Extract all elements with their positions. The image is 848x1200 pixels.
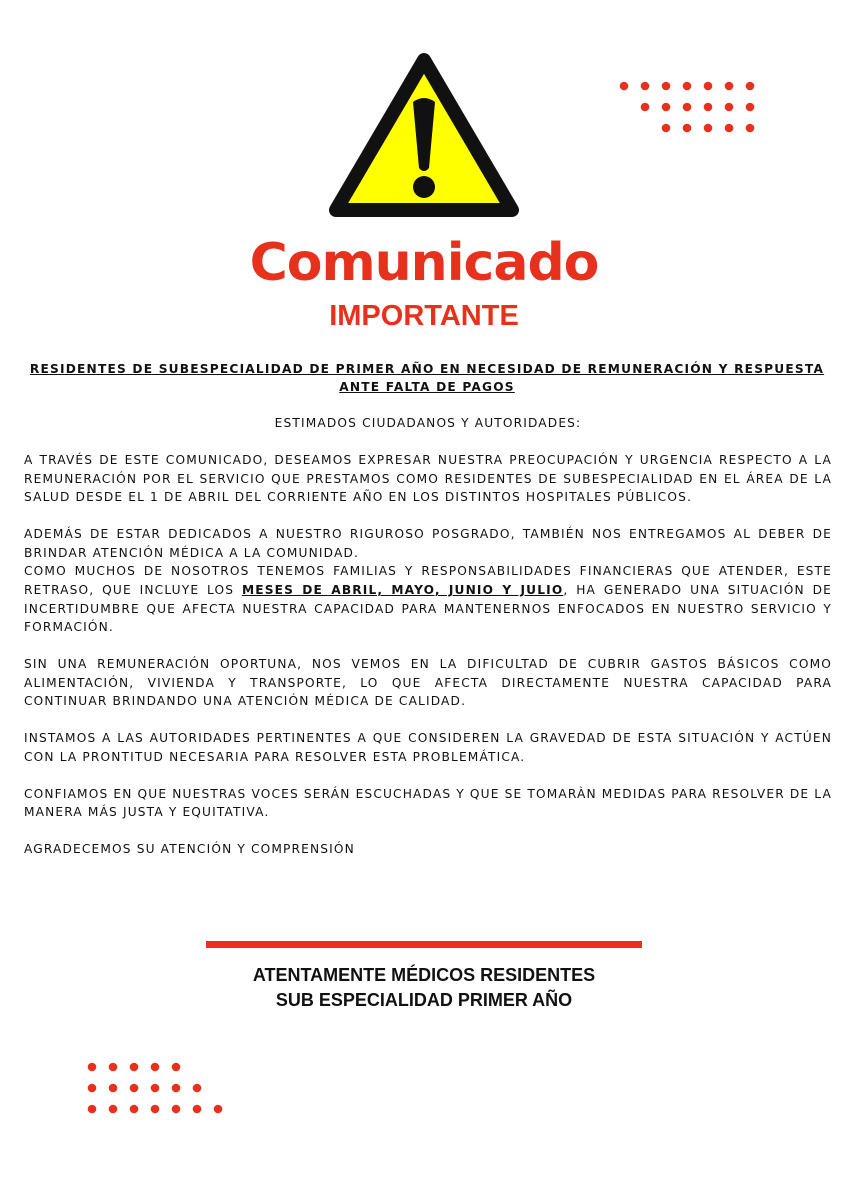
divider xyxy=(206,941,642,948)
signature xyxy=(0,963,848,1013)
paragraph-3-end: , HA GENERADO UNA SITUACIÓN DE INCERTIDUMBRE QUE AFECTA NUESTRA CAPACIDAD PARA MANTENERNOS ENFOCADOS EN NUESTRO SERVICIO Y FORMACIÓN. xyxy=(24,582,832,635)
dot-pattern-bottom-left-svg xyxy=(86,1061,236,1121)
paragraph-3 xyxy=(24,562,832,636)
decorative-dot xyxy=(725,82,734,91)
decorative-dot xyxy=(151,1105,160,1114)
decorative-dot xyxy=(151,1084,160,1093)
decorative-dot xyxy=(746,124,755,133)
decorative-dot xyxy=(704,82,713,91)
decorative-dot xyxy=(641,103,650,112)
decorative-dot xyxy=(214,1105,223,1114)
dot-pattern-top-right xyxy=(618,80,768,140)
decorative-dot xyxy=(683,82,692,91)
decorative-dot xyxy=(725,103,734,112)
paragraph-6: CONFIAMOS EN QUE NUESTRAS VOCES SERÁN ESCUCHADAS Y QUE SE TOMARÀN MEDIDAS PARA RESOLVER DE LA MANERA MÁS JUSTA Y EQUITATIVA. xyxy=(24,786,832,820)
decorative-dot xyxy=(151,1063,160,1072)
decorative-dot xyxy=(88,1084,97,1093)
paragraph-1: A TRAVÉS DE ESTE COMUNICADO, DESEAMOS EXPRESAR NUESTRA PREOCUPACIÓN Y URGENCIA RESPECTO A LA REMUNERACIÓN POR EL SERVICIO QUE PRESTAMOS COMO RESIDENTES DE SUBESPECIALIDAD EN EL ÁREA DE LA SALUD DESDE EL 1 DE ABRIL DEL CORRIENTE AÑO EN LOS DISTINTOS HOSPITALES PÚBLICOS. xyxy=(24,452,832,505)
decorative-dot xyxy=(172,1063,181,1072)
headline: RESIDENTES DE SUBESPECIALIDAD DE PRIMER AÑO EN NECESIDAD DE REMUNERACIÓN Y RESPUESTA ANTE FALTA DE PAGOS xyxy=(29,362,825,394)
closing-line: AGRADECEMOS SU ATENCIÓN Y COMPRENSIÓN xyxy=(24,842,355,857)
decorative-dot xyxy=(88,1105,97,1114)
decorative-dot xyxy=(620,82,629,91)
decorative-dot xyxy=(109,1105,118,1114)
decorative-dot xyxy=(662,103,671,112)
decorative-dot xyxy=(172,1105,181,1114)
paragraph-5: INSTAMOS A LAS AUTORIDADES PERTINENTES A QUE CONSIDEREN LA GRAVEDAD DE ESTA SITUACIÓN Y ACTÚEN CON LA PRONTITUD NECESARIA PARA RESOLVER ESTA PROBLEMÁTICA. xyxy=(24,731,832,764)
decorative-dot xyxy=(109,1084,118,1093)
decorative-dot xyxy=(130,1105,139,1114)
decorative-dot xyxy=(109,1063,118,1072)
signature-line-1: ATENTAMENTE MÉDICOS RESIDENTES xyxy=(252,965,596,985)
signature-line-2: SUB ESPECIALIDAD PRIMER AÑO xyxy=(275,990,573,1010)
warning-triangle-icon xyxy=(328,50,520,226)
dot-pattern-bottom-left xyxy=(86,1061,236,1121)
decorative-dot xyxy=(704,103,713,112)
body-text xyxy=(24,414,832,877)
decorative-dot xyxy=(662,124,671,133)
decorative-dot xyxy=(746,103,755,112)
decorative-dot xyxy=(641,82,650,91)
decorative-dot xyxy=(172,1084,181,1093)
decorative-dot xyxy=(725,124,734,133)
decorative-dot xyxy=(683,103,692,112)
months-emphasis: MESES DE ABRIL, MAYO, JUNIO Y JULIO xyxy=(242,582,564,597)
paragraph-4: SIN UNA REMUNERACIÓN OPORTUNA, NOS VEMOS EN LA DIFICULTAD DE CUBRIR GASTOS BÁSICOS COMO ALIMENTACIÓN, VIVIENDA Y TRANSPORTE, LO QUE AFECTA DIRECTAMENTE NUESTRA CAPACIDAD PARA CONTINUAR BRINDANDO UNA ATENCIÓN MÉDICA DE CALIDAD. xyxy=(24,657,832,709)
paragraph-2: ADEMÁS DE ESTAR DEDICADOS A NUESTRO RIGUROSO POSGRADO, TAMBIÉN NOS ENTREGAMOS AL DEBER DE BRINDAR ATENCIÓN MÉDICA A LA COMUNIDAD. xyxy=(24,527,832,560)
paragraph-3-start: COMO MUCHOS DE NOSOTROS TENEMOS FAMILIAS Y RESPONSABILIDADES FINANCIERAS QUE ATENDER, ESTE RETRASO, QUE INCLUYE LOS xyxy=(24,564,832,597)
decorative-dot xyxy=(662,82,671,91)
page-subtitle: IMPORTANTE xyxy=(329,300,519,332)
decorative-dot xyxy=(88,1063,97,1072)
decorative-dot xyxy=(746,82,755,91)
decorative-dot xyxy=(193,1105,202,1114)
decorative-dot xyxy=(130,1063,139,1072)
decorative-dot xyxy=(683,124,692,133)
decorative-dot xyxy=(704,124,713,133)
page-title: Comunicado xyxy=(249,233,599,293)
decorative-dot xyxy=(193,1084,202,1093)
decorative-dot xyxy=(130,1084,139,1093)
dot-pattern-top-right-svg xyxy=(618,80,768,140)
greeting: ESTIMADOS CIUDADANOS Y AUTORIDADES: xyxy=(274,416,582,430)
